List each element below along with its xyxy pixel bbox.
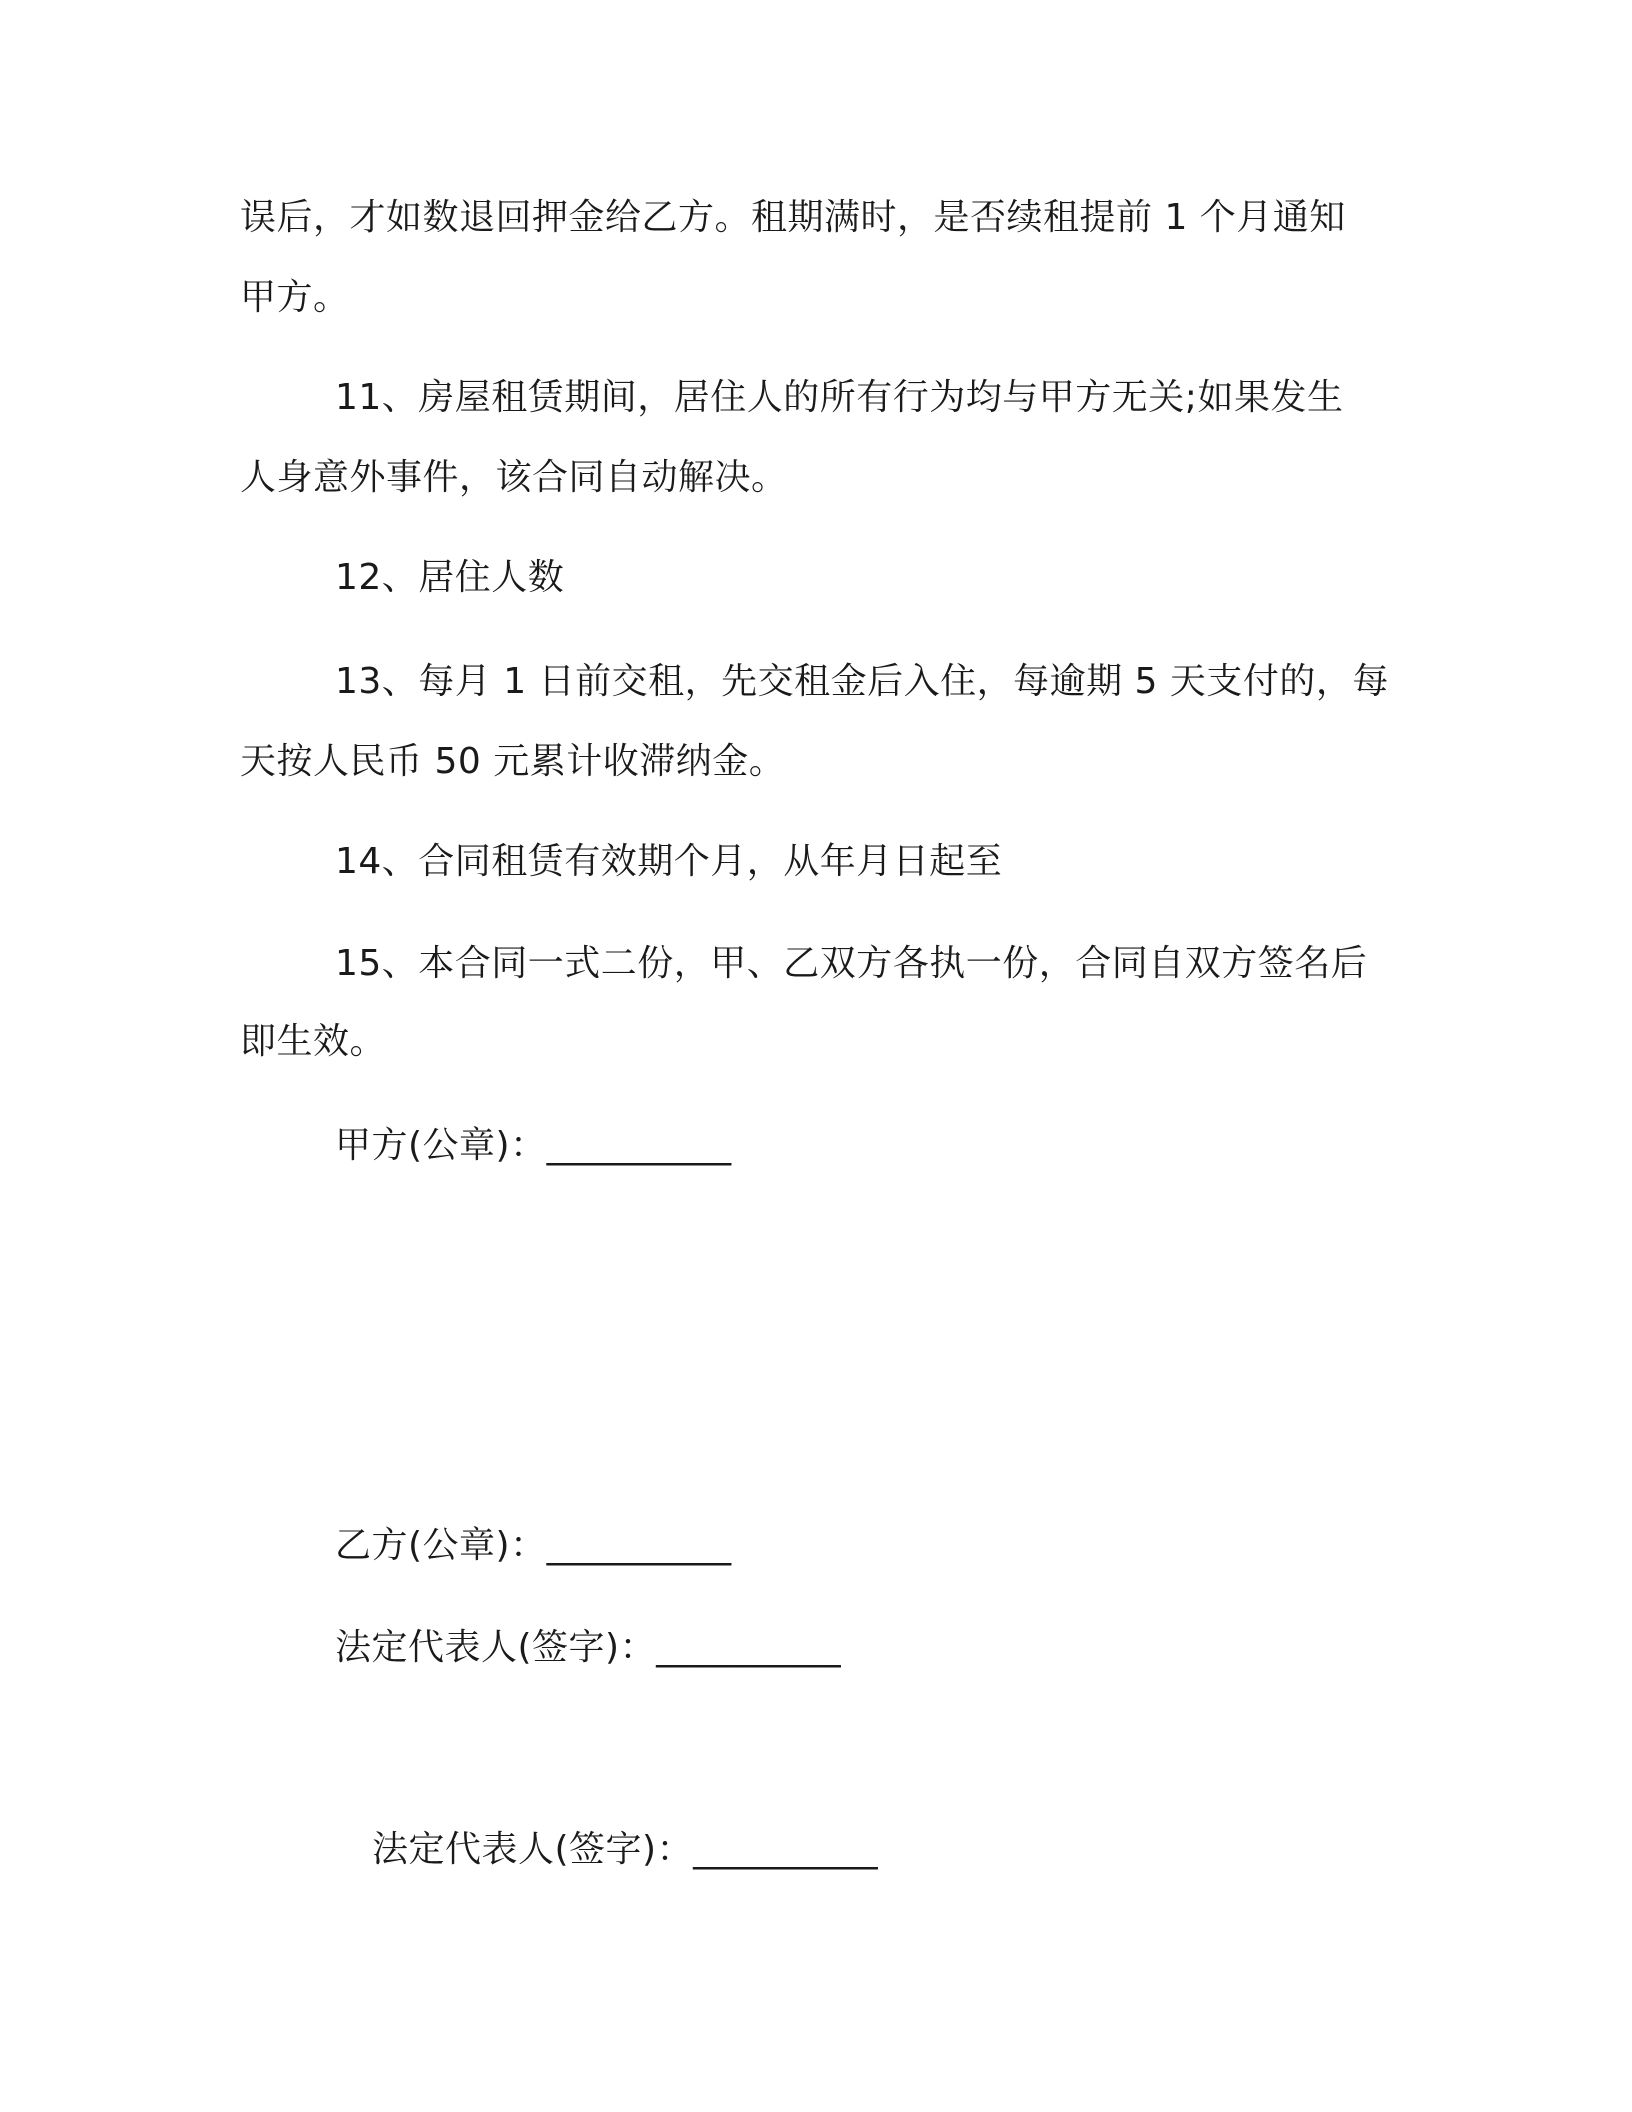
clause-12: 12、居住人数 [335, 557, 565, 598]
clause-15-line-1: 15、本合同一式二份，甲、乙双方各执一份，合同自双方签名后 [335, 943, 1368, 984]
party-a-signature: 甲方(公章)：__________ [335, 1125, 732, 1166]
clause-11-line-2: 人身意外事件，该合同自动解决。 [240, 457, 788, 498]
legal-representative-signature-1: 法定代表人(签字)：__________ [335, 1627, 842, 1668]
clause-13-line-1: 13、每月 1 日前交租，先交租金后入住，每逾期 5 天支付的，每 [335, 661, 1389, 702]
paragraph-10-continued-line-2: 甲方。 [240, 277, 350, 318]
clause-14: 14、合同租赁有效期个月，从年月日起至 [335, 841, 1003, 882]
clause-11-line-1: 11、房屋租赁期间，居住人的所有行为均与甲方无关;如果发生 [335, 377, 1344, 418]
paragraph-10-continued-line-1: 误后，才如数退回押金给乙方。租期满时，是否续租提前 1 个月通知 [240, 197, 1346, 238]
legal-representative-signature-2: 法定代表人(签字)：__________ [372, 1829, 879, 1870]
clause-15-line-2: 即生效。 [240, 1021, 387, 1062]
party-b-signature: 乙方(公章)：__________ [335, 1525, 732, 1566]
clause-13-line-2: 天按人民币 50 元累计收滞纳金。 [240, 741, 786, 782]
